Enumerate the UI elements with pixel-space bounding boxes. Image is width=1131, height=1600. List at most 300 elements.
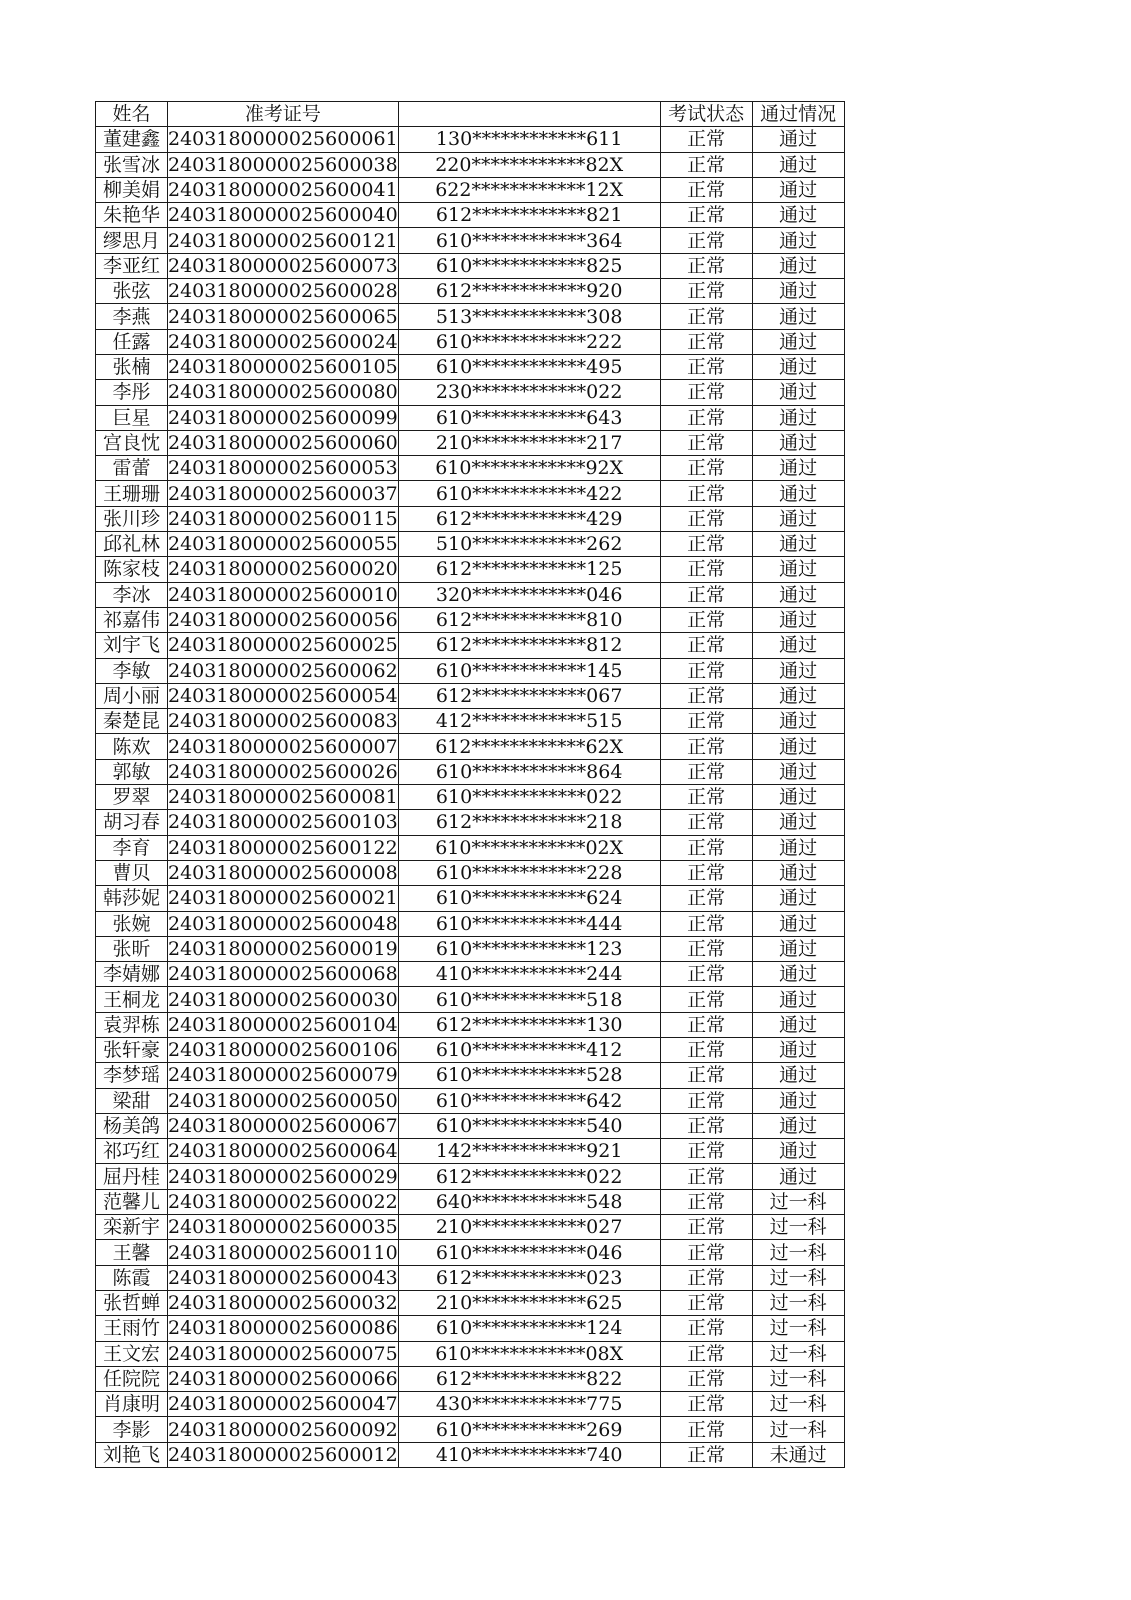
cell-id-number: 610************422 (398, 481, 660, 506)
cell-pass-status: 通过 (752, 936, 844, 961)
cell-id-number: 610************444 (398, 911, 660, 936)
cell-pass-status: 过一科 (752, 1341, 844, 1366)
cell-name: 李彤 (96, 380, 168, 405)
cell-ticket-number: 2403180000025600075 (168, 1342, 398, 1365)
cell-pass-status: 通过 (752, 1113, 844, 1138)
table-row (96, 354, 845, 379)
cell-pass-status: 通过 (752, 354, 844, 379)
cell-id-number: 610************864 (398, 759, 660, 784)
cell-exam-status: 正常 (660, 228, 752, 253)
cell-name: 张哲蝉 (96, 1290, 168, 1315)
cell-id-number: 320************046 (398, 582, 660, 607)
cell-pass-status: 通过 (752, 759, 844, 784)
table-row (96, 557, 845, 582)
table-row (96, 987, 845, 1012)
cell-id-number: 612************125 (398, 557, 660, 582)
cell-ticket-number: 2403180000025600028 (168, 280, 398, 303)
cell-exam-status: 正常 (660, 127, 752, 152)
cell-name: 郭敏 (96, 759, 168, 784)
cell-ticket-number: 2403180000025600021 (168, 887, 398, 910)
cell-ticket-number: 2403180000025600115 (168, 507, 398, 530)
table-row (96, 1164, 845, 1189)
cell-name: 祁巧红 (96, 1139, 168, 1164)
table-row (96, 936, 845, 961)
cell-ticket-number: 2403180000025600029 (168, 1165, 398, 1188)
cell-id-number: 640************548 (398, 1189, 660, 1214)
table-row (96, 532, 845, 557)
cell-exam-status: 正常 (660, 253, 752, 278)
cell-name: 张楠 (96, 354, 168, 379)
cell-pass-status: 通过 (752, 962, 844, 987)
cell-id-number: 513************308 (398, 304, 660, 329)
cell-exam-status: 正常 (660, 380, 752, 405)
table-row (96, 683, 845, 708)
cell-id-number: 610************08X (398, 1341, 660, 1366)
table-row (96, 759, 845, 784)
cell-name: 李梦瑶 (96, 1063, 168, 1088)
cell-exam-status: 正常 (660, 886, 752, 911)
cell-ticket-number: 2403180000025600024 (168, 330, 398, 353)
cell-exam-status: 正常 (660, 709, 752, 734)
cell-id-number: 220************82X (398, 152, 660, 177)
cell-id-number: 430************775 (398, 1392, 660, 1417)
cell-name: 朱艳华 (96, 203, 168, 228)
cell-ticket-number: 2403180000025600038 (168, 153, 398, 176)
cell-name: 任露 (96, 329, 168, 354)
cell-name: 王桐龙 (96, 987, 168, 1012)
cell-exam-status: 正常 (660, 456, 752, 481)
cell-name: 缪思月 (96, 228, 168, 253)
table-row (96, 886, 845, 911)
cell-pass-status: 通过 (752, 380, 844, 405)
cell-id-number: 610************123 (398, 936, 660, 961)
cell-name: 李影 (96, 1417, 168, 1442)
cell-exam-status: 正常 (660, 1037, 752, 1062)
table-row (96, 1063, 845, 1088)
cell-ticket-number: 2403180000025600062 (168, 659, 398, 682)
cell-id-number: 612************067 (398, 683, 660, 708)
cell-pass-status: 通过 (752, 203, 844, 228)
table-row (96, 607, 845, 632)
cell-pass-status: 通过 (752, 304, 844, 329)
cell-pass-status: 通过 (752, 253, 844, 278)
cell-id-number: 510************262 (398, 532, 660, 557)
cell-pass-status: 过一科 (752, 1417, 844, 1442)
cell-name: 柳美娟 (96, 177, 168, 202)
cell-name: 梁甜 (96, 1088, 168, 1113)
cell-name: 王珊珊 (96, 481, 168, 506)
cell-ticket-number: 2403180000025600067 (168, 1115, 398, 1138)
cell-ticket-number: 2403180000025600048 (168, 912, 398, 935)
cell-id-number: 610************642 (398, 1088, 660, 1113)
table-row (96, 1240, 845, 1265)
table-row (96, 1392, 845, 1417)
table-row (96, 127, 845, 152)
cell-name: 刘宇飞 (96, 633, 168, 658)
cell-id-number: 610************022 (398, 785, 660, 810)
cell-pass-status: 通过 (752, 582, 844, 607)
cell-id-number: 612************130 (398, 1012, 660, 1037)
cell-pass-status: 过一科 (752, 1215, 844, 1240)
cell-id-number: 612************429 (398, 506, 660, 531)
cell-name: 范馨儿 (96, 1189, 168, 1214)
cell-pass-status: 通过 (752, 329, 844, 354)
cell-ticket-number: 2403180000025600040 (168, 204, 398, 227)
cell-exam-status: 正常 (660, 329, 752, 354)
cell-pass-status: 通过 (752, 810, 844, 835)
cell-ticket-number: 2403180000025600037 (168, 482, 398, 505)
cell-exam-status: 正常 (660, 1290, 752, 1315)
cell-name: 李冰 (96, 582, 168, 607)
cell-name: 李燕 (96, 304, 168, 329)
table-row (96, 1088, 845, 1113)
table-row (96, 279, 845, 304)
cell-exam-status: 正常 (660, 1164, 752, 1189)
table-row (96, 1215, 845, 1240)
table-row (96, 1341, 845, 1366)
cell-id-number: 612************218 (398, 810, 660, 835)
cell-exam-status: 正常 (660, 1341, 752, 1366)
cell-name: 栾新宇 (96, 1215, 168, 1240)
cell-name: 杨美鸽 (96, 1113, 168, 1138)
cell-pass-status: 通过 (752, 633, 844, 658)
cell-id-number: 612************920 (398, 279, 660, 304)
table-row (96, 228, 845, 253)
cell-id-number: 612************022 (398, 1164, 660, 1189)
cell-name: 张轩豪 (96, 1037, 168, 1062)
table-row (96, 658, 845, 683)
cell-exam-status: 正常 (660, 557, 752, 582)
cell-exam-status: 正常 (660, 1265, 752, 1290)
cell-pass-status: 通过 (752, 911, 844, 936)
table-row (96, 1012, 845, 1037)
cell-ticket-number: 2403180000025600110 (168, 1241, 398, 1264)
cell-exam-status: 正常 (660, 1063, 752, 1088)
cell-ticket-number: 2403180000025600080 (168, 381, 398, 404)
cell-name: 李婧娜 (96, 962, 168, 987)
cell-exam-status: 正常 (660, 1417, 752, 1442)
cell-id-number: 610************825 (398, 253, 660, 278)
cell-exam-status: 正常 (660, 1139, 752, 1164)
cell-pass-status: 通过 (752, 1088, 844, 1113)
cell-pass-status: 过一科 (752, 1392, 844, 1417)
table-row (96, 1189, 845, 1214)
cell-name: 王馨 (96, 1240, 168, 1265)
cell-ticket-number: 2403180000025600054 (168, 684, 398, 707)
cell-id-number: 142************921 (398, 1139, 660, 1164)
cell-pass-status: 通过 (752, 683, 844, 708)
cell-name: 任院院 (96, 1366, 168, 1391)
cell-exam-status: 正常 (660, 785, 752, 810)
table-row (96, 380, 845, 405)
cell-ticket-number: 2403180000025600055 (168, 533, 398, 556)
cell-exam-status: 正常 (660, 1088, 752, 1113)
cell-id-number: 610************518 (398, 987, 660, 1012)
cell-pass-status: 通过 (752, 481, 844, 506)
cell-exam-status: 正常 (660, 810, 752, 835)
cell-pass-status: 通过 (752, 557, 844, 582)
cell-pass-status: 过一科 (752, 1316, 844, 1341)
cell-name: 罗翠 (96, 785, 168, 810)
cell-ticket-number: 2403180000025600035 (168, 1216, 398, 1239)
cell-id-number: 610************046 (398, 1240, 660, 1265)
table-row (96, 177, 845, 202)
cell-name: 王文宏 (96, 1341, 168, 1366)
cell-exam-status: 正常 (660, 962, 752, 987)
cell-pass-status: 过一科 (752, 1366, 844, 1391)
cell-name: 陈霞 (96, 1265, 168, 1290)
cell-exam-status: 正常 (660, 633, 752, 658)
cell-id-number: 210************217 (398, 430, 660, 455)
cell-pass-status: 通过 (752, 835, 844, 860)
cell-id-number: 610************624 (398, 886, 660, 911)
cell-pass-status: 通过 (752, 127, 844, 152)
cell-id-number: 412************515 (398, 709, 660, 734)
cell-exam-status: 正常 (660, 279, 752, 304)
cell-ticket-number: 2403180000025600122 (168, 836, 398, 859)
cell-ticket-number: 2403180000025600010 (168, 583, 398, 606)
cell-pass-status: 通过 (752, 279, 844, 304)
cell-name: 陈家枝 (96, 557, 168, 582)
cell-id-number: 610************02X (398, 835, 660, 860)
cell-name: 袁羿栋 (96, 1012, 168, 1037)
table-row (96, 253, 845, 278)
header-row (96, 102, 845, 127)
header-pass-status: 通过情况 (752, 102, 844, 127)
cell-ticket-number: 2403180000025600106 (168, 1039, 398, 1062)
cell-id-number: 612************62X (398, 734, 660, 759)
cell-ticket-number: 2403180000025600086 (168, 1317, 398, 1340)
table-row (96, 785, 845, 810)
cell-ticket-number: 2403180000025600064 (168, 1140, 398, 1163)
cell-pass-status: 通过 (752, 506, 844, 531)
cell-id-number: 410************244 (398, 962, 660, 987)
table-row (96, 835, 845, 860)
table-row (96, 1417, 845, 1442)
cell-exam-status: 正常 (660, 152, 752, 177)
cell-name: 秦楚昆 (96, 709, 168, 734)
cell-exam-status: 正常 (660, 658, 752, 683)
header-ticket-number: 准考证号 (168, 102, 399, 127)
cell-ticket-number: 2403180000025600103 (168, 811, 398, 834)
cell-id-number: 610************643 (398, 405, 660, 430)
cell-name: 董建鑫 (96, 127, 168, 152)
cell-pass-status: 未通过 (752, 1442, 844, 1467)
cell-pass-status: 通过 (752, 532, 844, 557)
cell-exam-status: 正常 (660, 1442, 752, 1467)
cell-ticket-number: 2403180000025600025 (168, 634, 398, 657)
cell-ticket-number: 2403180000025600008 (168, 862, 398, 885)
cell-id-number: 610************528 (398, 1063, 660, 1088)
cell-pass-status: 通过 (752, 860, 844, 885)
cell-ticket-number: 2403180000025600022 (168, 1190, 398, 1213)
header-exam-status: 考试状态 (660, 102, 752, 127)
cell-exam-status: 正常 (660, 1113, 752, 1138)
table-row (96, 633, 845, 658)
cell-ticket-number: 2403180000025600092 (168, 1418, 398, 1441)
cell-name: 雷蕾 (96, 456, 168, 481)
cell-name: 张川珍 (96, 506, 168, 531)
cell-exam-status: 正常 (660, 911, 752, 936)
cell-exam-status: 正常 (660, 532, 752, 557)
cell-exam-status: 正常 (660, 607, 752, 632)
table-row (96, 962, 845, 987)
cell-ticket-number: 2403180000025600047 (168, 1393, 398, 1416)
table-row (96, 860, 845, 885)
table-row (96, 1113, 845, 1138)
cell-pass-status: 过一科 (752, 1265, 844, 1290)
table-row (96, 810, 845, 835)
cell-ticket-number: 2403180000025600083 (168, 710, 398, 733)
cell-name: 张昕 (96, 936, 168, 961)
table-row (96, 304, 845, 329)
cell-exam-status: 正常 (660, 1392, 752, 1417)
cell-exam-status: 正常 (660, 405, 752, 430)
cell-exam-status: 正常 (660, 354, 752, 379)
cell-name: 陈欢 (96, 734, 168, 759)
cell-ticket-number: 2403180000025600121 (168, 229, 398, 252)
cell-exam-status: 正常 (660, 1366, 752, 1391)
cell-name: 王雨竹 (96, 1316, 168, 1341)
table-row (96, 1265, 845, 1290)
cell-name: 韩莎妮 (96, 886, 168, 911)
cell-exam-status: 正常 (660, 1215, 752, 1240)
cell-id-number: 612************812 (398, 633, 660, 658)
cell-exam-status: 正常 (660, 203, 752, 228)
cell-ticket-number: 2403180000025600007 (168, 735, 398, 758)
cell-name: 李敏 (96, 658, 168, 683)
cell-name: 刘艳飞 (96, 1442, 168, 1467)
cell-id-number: 610************145 (398, 658, 660, 683)
cell-name: 张婉 (96, 911, 168, 936)
cell-pass-status: 通过 (752, 607, 844, 632)
table-row (96, 1366, 845, 1391)
cell-name: 周小丽 (96, 683, 168, 708)
table-row (96, 481, 845, 506)
cell-exam-status: 正常 (660, 683, 752, 708)
cell-id-number: 610************540 (398, 1113, 660, 1138)
cell-pass-status: 通过 (752, 405, 844, 430)
cell-ticket-number: 2403180000025600068 (168, 963, 398, 986)
cell-id-number: 610************412 (398, 1037, 660, 1062)
cell-pass-status: 通过 (752, 658, 844, 683)
cell-name: 李育 (96, 835, 168, 860)
cell-ticket-number: 2403180000025600030 (168, 988, 398, 1011)
cell-id-number: 610************124 (398, 1316, 660, 1341)
table-row (96, 203, 845, 228)
table-row (96, 1316, 845, 1341)
cell-exam-status: 正常 (660, 582, 752, 607)
cell-id-number: 230************022 (398, 380, 660, 405)
cell-id-number: 610************269 (398, 1417, 660, 1442)
table-row (96, 506, 845, 531)
cell-id-number: 612************023 (398, 1265, 660, 1290)
cell-name: 胡习春 (96, 810, 168, 835)
cell-pass-status: 通过 (752, 456, 844, 481)
cell-name: 张雪冰 (96, 152, 168, 177)
cell-exam-status: 正常 (660, 734, 752, 759)
table-row (96, 709, 845, 734)
cell-id-number: 612************822 (398, 1366, 660, 1391)
cell-ticket-number: 2403180000025600066 (168, 1367, 398, 1390)
table-row (96, 1139, 845, 1164)
cell-ticket-number: 2403180000025600065 (168, 305, 398, 328)
cell-name: 李亚红 (96, 253, 168, 278)
cell-exam-status: 正常 (660, 177, 752, 202)
cell-ticket-number: 2403180000025600019 (168, 937, 398, 960)
cell-id-number: 610************222 (398, 329, 660, 354)
cell-ticket-number: 2403180000025600060 (168, 432, 398, 454)
cell-id-number: 612************821 (398, 203, 660, 228)
cell-pass-status: 通过 (752, 1037, 844, 1062)
cell-pass-status: 通过 (752, 152, 844, 177)
cell-ticket-number: 2403180000025600073 (168, 254, 398, 277)
table-row (96, 152, 845, 177)
cell-pass-status: 过一科 (752, 1290, 844, 1315)
table-row (96, 1290, 845, 1315)
cell-name: 邱礼林 (96, 532, 168, 557)
table-row (96, 911, 845, 936)
cell-exam-status: 正常 (660, 481, 752, 506)
cell-id-number: 130************611 (398, 127, 660, 152)
cell-name: 巨星 (96, 405, 168, 430)
cell-ticket-number: 2403180000025600032 (168, 1292, 398, 1315)
cell-exam-status: 正常 (660, 430, 752, 455)
cell-id-number: 610************495 (398, 354, 660, 379)
cell-ticket-number: 2403180000025600026 (168, 760, 398, 783)
cell-pass-status: 通过 (752, 1139, 844, 1164)
cell-exam-status: 正常 (660, 987, 752, 1012)
cell-ticket-number: 2403180000025600012 (168, 1443, 398, 1466)
cell-exam-status: 正常 (660, 835, 752, 860)
cell-ticket-number: 2403180000025600104 (168, 1013, 398, 1036)
cell-id-number: 210************027 (398, 1215, 660, 1240)
cell-name: 张弦 (96, 279, 168, 304)
cell-pass-status: 通过 (752, 709, 844, 734)
results-table (95, 101, 845, 1468)
cell-id-number: 612************810 (398, 607, 660, 632)
cell-pass-status: 通过 (752, 987, 844, 1012)
header-id-number (398, 102, 660, 127)
cell-pass-status: 通过 (752, 430, 844, 455)
cell-ticket-number: 2403180000025600050 (168, 1089, 398, 1112)
cell-pass-status: 通过 (752, 1063, 844, 1088)
cell-exam-status: 正常 (660, 1012, 752, 1037)
table-row (96, 734, 845, 759)
table-row (96, 329, 845, 354)
cell-pass-status: 通过 (752, 734, 844, 759)
cell-name: 肖康明 (96, 1392, 168, 1417)
table-row (96, 1037, 845, 1062)
cell-pass-status: 过一科 (752, 1189, 844, 1214)
cell-ticket-number: 2403180000025600053 (168, 457, 398, 480)
cell-ticket-number: 2403180000025600041 (168, 179, 398, 202)
cell-pass-status: 通过 (752, 1164, 844, 1189)
cell-pass-status: 通过 (752, 886, 844, 911)
cell-id-number: 610************92X (398, 456, 660, 481)
cell-ticket-number: 2403180000025600099 (168, 406, 398, 429)
cell-id-number: 610************364 (398, 228, 660, 253)
cell-pass-status: 通过 (752, 785, 844, 810)
cell-name: 曹贝 (96, 860, 168, 885)
cell-name: 屈丹桂 (96, 1164, 168, 1189)
cell-pass-status: 过一科 (752, 1240, 844, 1265)
cell-pass-status: 通过 (752, 228, 844, 253)
cell-exam-status: 正常 (660, 1316, 752, 1341)
cell-id-number: 622************12X (398, 177, 660, 202)
table-row (96, 1442, 845, 1467)
cell-exam-status: 正常 (660, 506, 752, 531)
